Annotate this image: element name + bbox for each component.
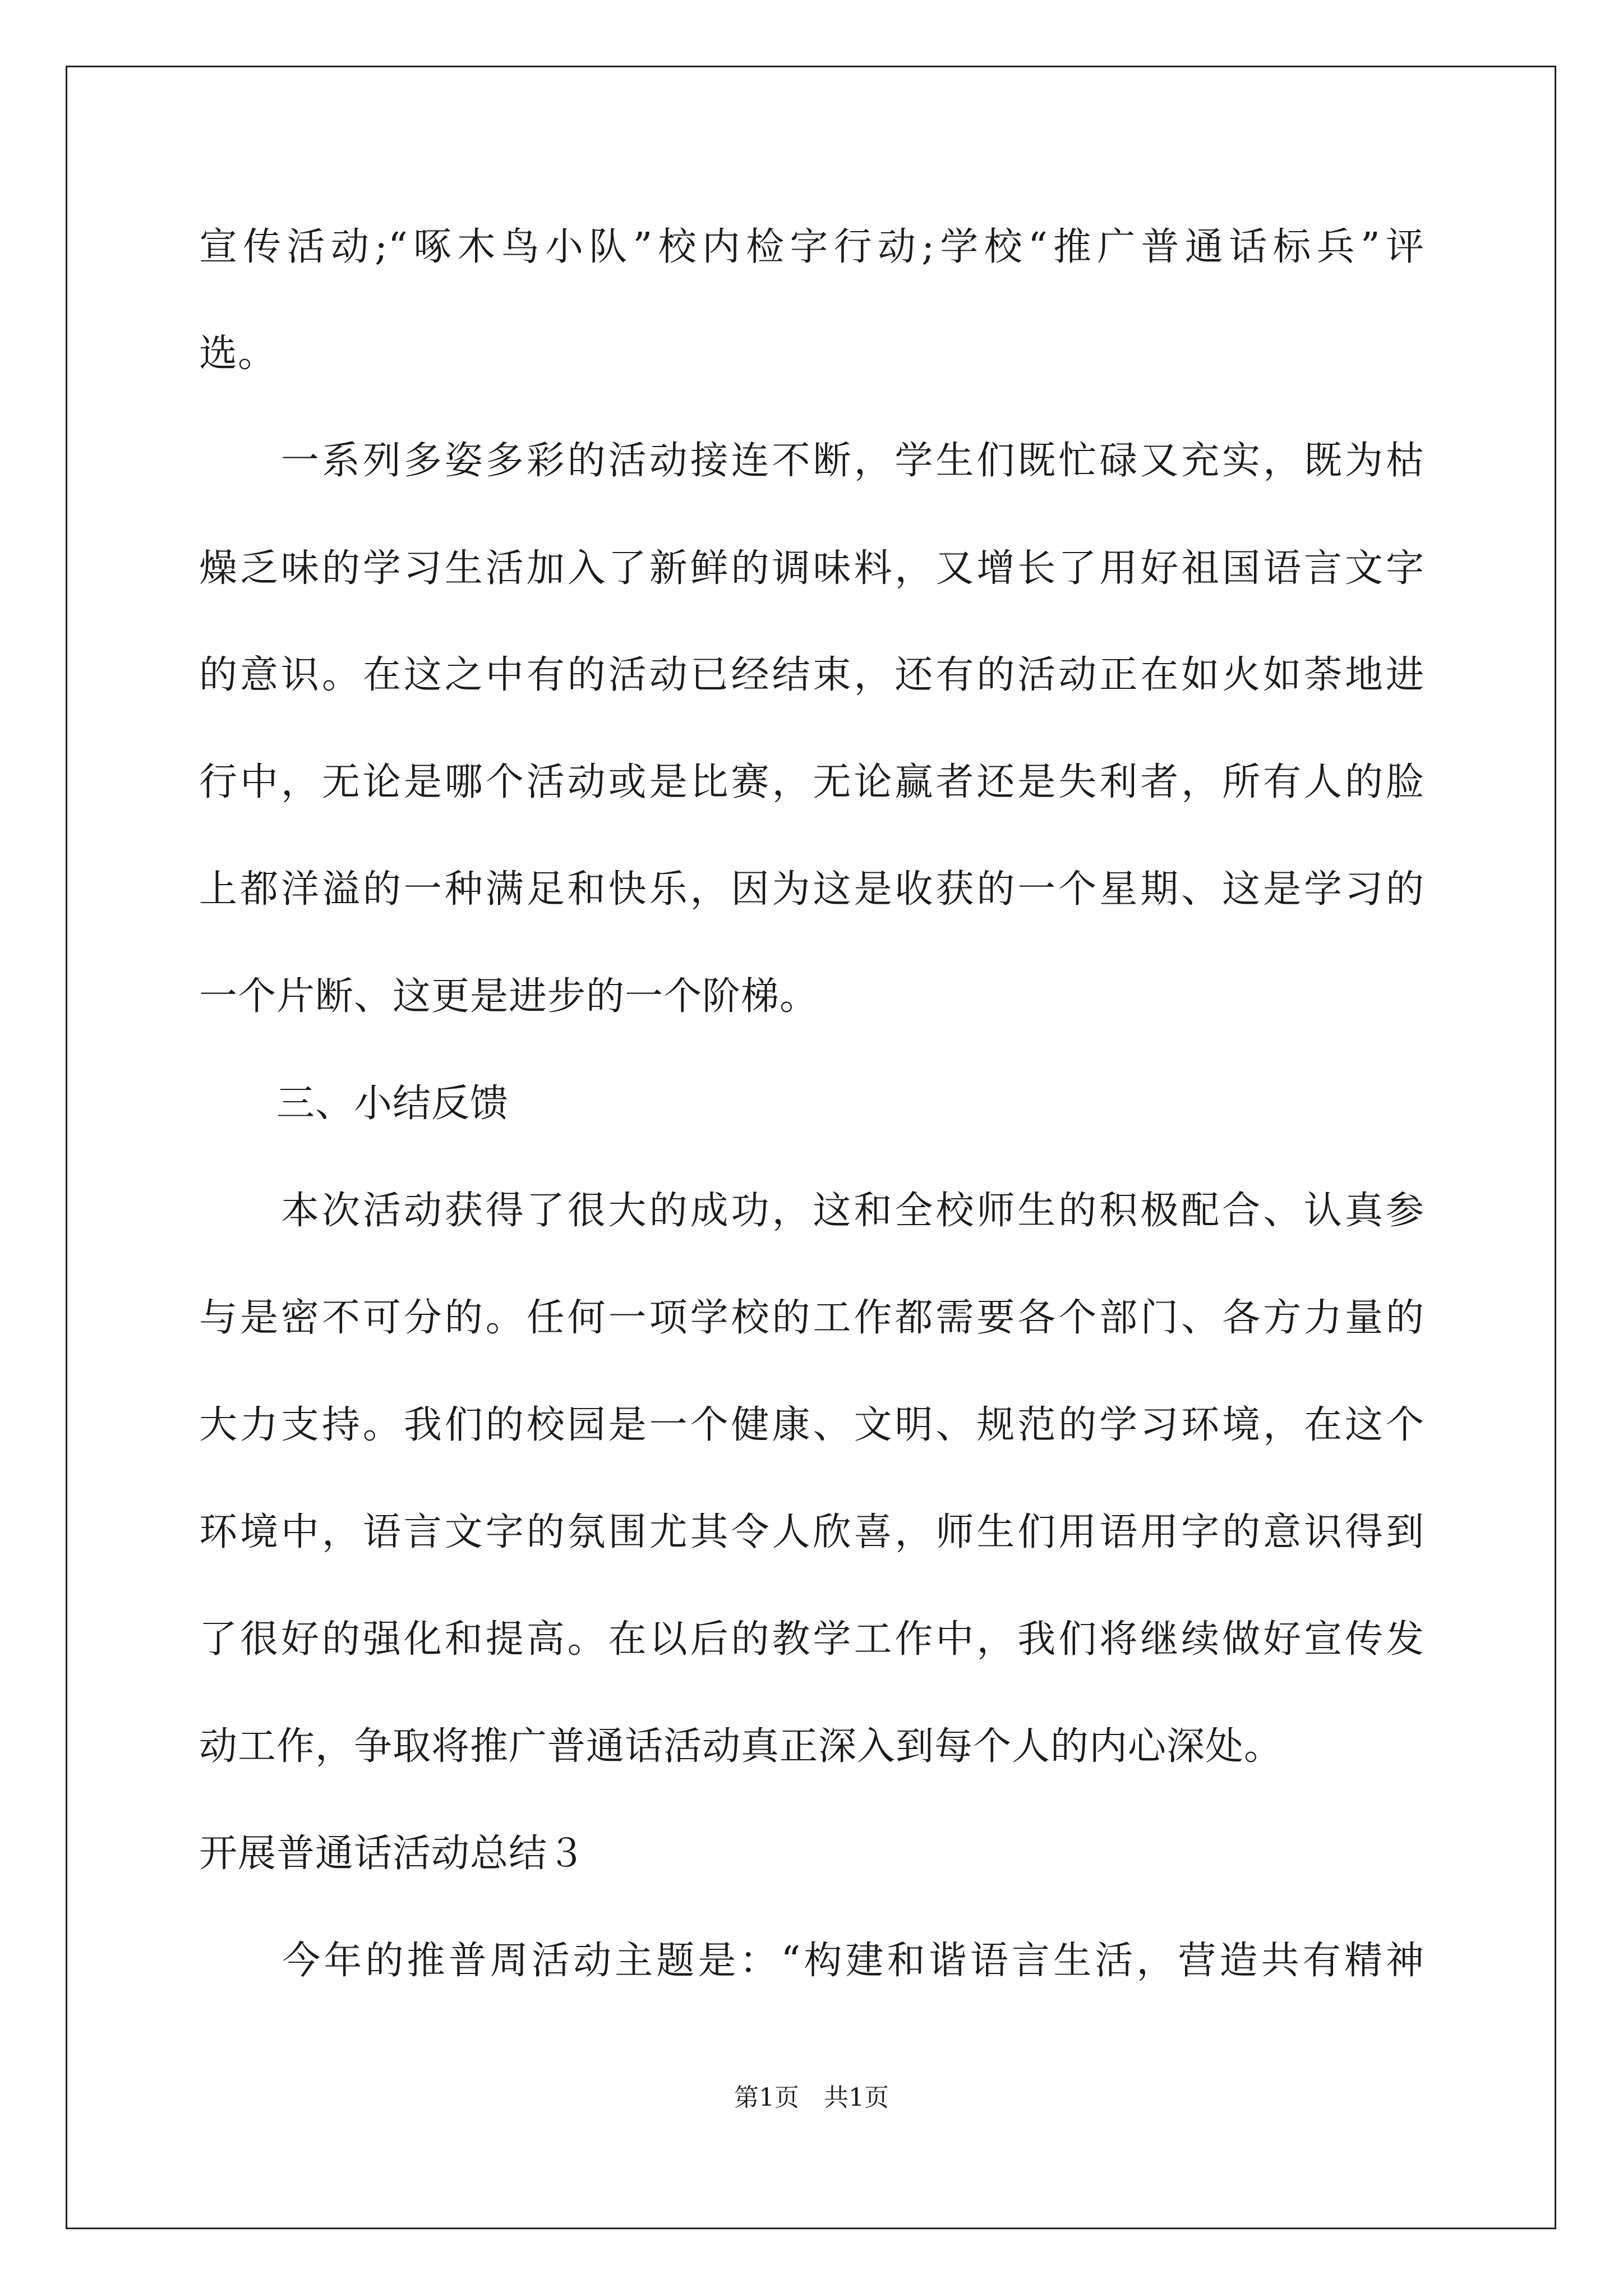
text-line: 行中，无论是哪个活动或是比赛，无论赢者还是失利者，所有人的脸	[199, 760, 1424, 804]
text-line: 环境中，语言文字的氛围尤其令人欣喜，师生们用语用字的意识得到	[199, 1510, 1424, 1554]
section-heading: 三、小结反馈	[199, 1082, 509, 1126]
text-line: 大力支持。我们的校园是一个健康、文明、规范的学习环境，在这个	[199, 1403, 1424, 1447]
text-line: 选。	[199, 332, 277, 376]
text-line: 了很好的强化和提高。在以后的教学工作中，我们将继续做好宣传发	[199, 1617, 1424, 1662]
text-line: 一系列多姿多彩的活动接连不断，学生们既忙碌又充实，既为枯	[199, 439, 1424, 483]
text-line: 燥乏味的学习生活加入了新鲜的调味料，又增长了用好祖国语言文字	[199, 546, 1424, 591]
article-title: 开展普通话活动总结３	[199, 1832, 587, 1876]
text-line: 的意识。在这之中有的活动已经结束，还有的活动正在如火如荼地进	[199, 653, 1424, 697]
text-line: 与是密不可分的。任何一项学校的工作都需要各个部门、各方力量的	[199, 1296, 1424, 1340]
text-line: 宣传活动;“啄木鸟小队”校内检字行动;学校“推广普通话标兵”评	[199, 225, 1424, 269]
page-number-footer: 第1页 共1页	[734, 2083, 889, 2112]
text-line: 一个片断、这更是进步的一个阶梯。	[199, 974, 819, 1019]
text-line: 本次活动获得了很大的成功，这和全校师生的积极配合、认真参	[199, 1189, 1424, 1233]
text-line: 上都洋溢的一种满足和快乐，因为这是收获的一个星期、这是学习的	[199, 867, 1424, 912]
text-line: 动工作，争取将推广普通话活动真正深入到每个人的内心深处。	[199, 1724, 1283, 1769]
page-border	[66, 66, 1556, 2229]
text-line: 今年的推普周活动主题是：“构建和谐语言生活，营造共有精神	[199, 1939, 1424, 1983]
